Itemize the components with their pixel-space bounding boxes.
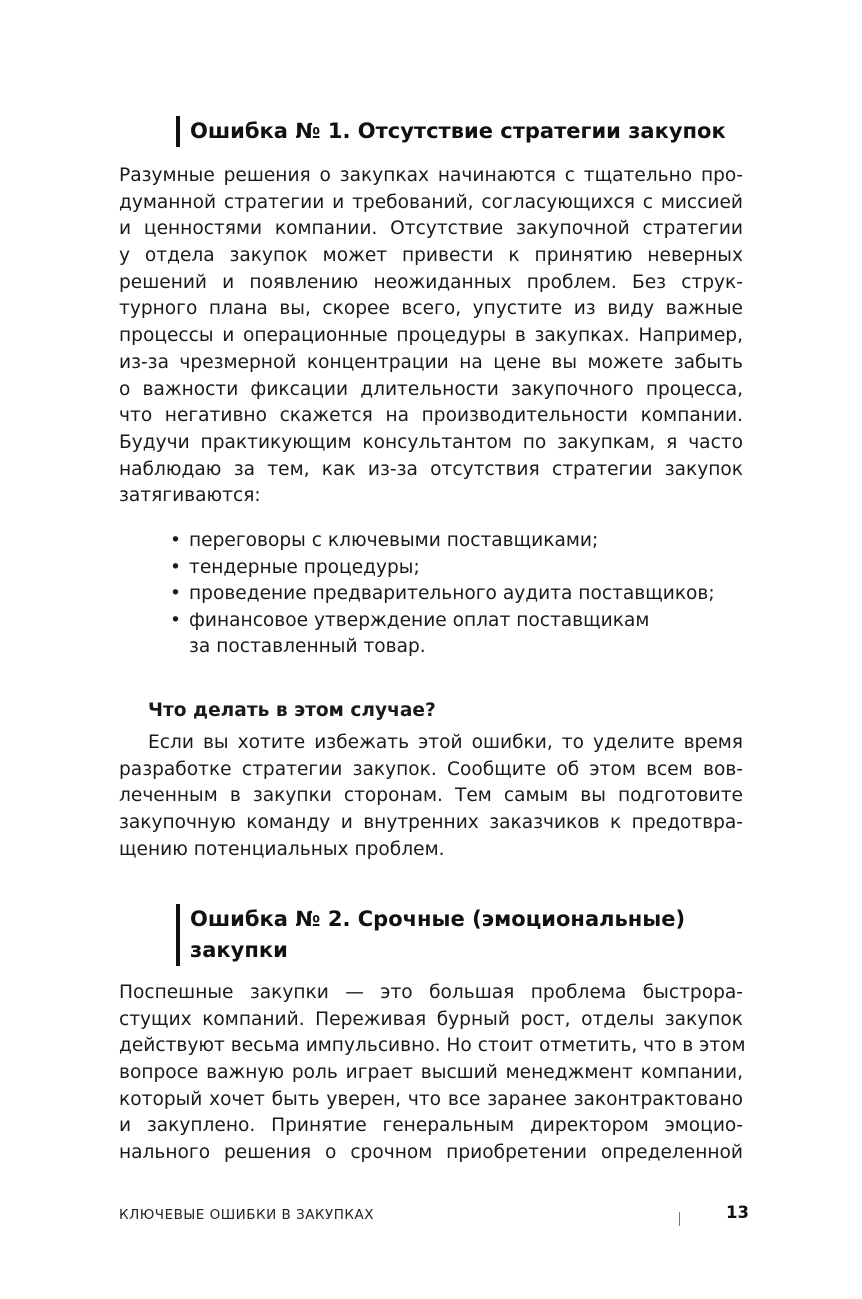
text-line: и ценностями компании. Отсутствие закупочной стратегии (119, 218, 743, 240)
text-line: что негативно скажется на производительности компании. (119, 405, 743, 427)
heading-text: Ошибка № 2. Срочные (эмоциональные) (190, 907, 686, 931)
bullet-list (168, 528, 715, 661)
list-item (168, 608, 715, 635)
text-line: наблюдаю за тем, как из-за отсутствия стратегии закупок (119, 458, 743, 480)
footer-divider (679, 1212, 680, 1226)
text-line: затягиваются: (119, 485, 261, 507)
section-heading-error-1 (176, 116, 726, 147)
bullet-icon: • (170, 583, 181, 604)
section-heading-error-2 (176, 904, 685, 966)
text-line: закупочную команду и внутренних заказчиков к предотвра- (119, 812, 743, 834)
heading-text: Ошибка № 1. Отсутствие стратегии закупок (190, 119, 726, 143)
list-item (168, 528, 715, 555)
text-line: решений и появлению неожиданных проблем. Без струк- (119, 271, 743, 293)
text-line: который хочет быть уверен, что все заранее законтрактовано (119, 1088, 743, 1110)
list-item (168, 581, 715, 608)
text-line: турного плана вы, скорее всего, упустите из виду важные (119, 298, 743, 320)
intro-paragraph (119, 163, 743, 510)
advice-paragraph (119, 730, 743, 863)
text-line: Если вы хотите избежать этой ошибки, то уделите время (148, 732, 743, 753)
text-line: у отдела закупок может привести к принятию неверных (119, 245, 743, 267)
section2-paragraph (119, 980, 746, 1167)
text-line: леченным в закупки сторонам. Тем самым вы подготовите (119, 785, 743, 807)
running-title: КЛЮЧЕВЫЕ ОШИБКИ В ЗАКУПКАХ (119, 1207, 374, 1223)
text-line: и закуплено. Принятие генеральным директором эмоцио- (119, 1115, 743, 1137)
bullet-icon: • (170, 609, 181, 631)
text-line: Будучи практикующим консультантом по закупкам, я часто (119, 431, 743, 453)
text-line: нального решения о срочном приобретении определенной (119, 1142, 743, 1164)
heading-text: закупки (190, 938, 288, 962)
list-item-text: тендерные процедуры; (189, 556, 420, 578)
bullet-icon: • (170, 530, 181, 551)
text-line: действуют весьма импульсивно. Но стоит отметить, что в этом (119, 1035, 746, 1057)
text-line: щению потенциальных проблем. (119, 838, 445, 860)
list-item (168, 555, 715, 582)
text-line: процессы и операционные процедуры в закупках. Например, (119, 325, 743, 347)
text-line: из-за чрезмерной концентрации на цене вы можете забыть (119, 351, 743, 373)
text-line: разработке стратегии закупок. Сообщите об этом всем вов- (119, 758, 743, 780)
text-line: Разумные решения о закупках начинаются с тщательно про- (119, 165, 743, 186)
text-line: о важности фиксации длительности закупочного процесса, (119, 378, 743, 400)
text-line: думанной стратегии и требований, согласующихся с миссией (119, 191, 743, 213)
list-item-text: проведение предварительного аудита поставщиков; (189, 583, 715, 604)
text-line: Поспешные закупки — это большая проблема быстрора- (119, 982, 743, 1003)
subheading: Что делать в этом случае? (148, 700, 436, 721)
bullet-icon: • (170, 556, 181, 578)
text-line: стущих компаний. Переживая бурный рост, отделы закупок (119, 1008, 743, 1030)
page-number: 13 (726, 1203, 749, 1222)
text-line: вопросе важную роль играет высший менеджмент компании, (119, 1062, 743, 1084)
list-item-text: финансовое утверждение оплат поставщикам (189, 609, 650, 631)
list-item-continuation: за поставленный товар. (189, 636, 426, 657)
list-item-text: переговоры с ключевыми поставщиками; (189, 530, 599, 551)
